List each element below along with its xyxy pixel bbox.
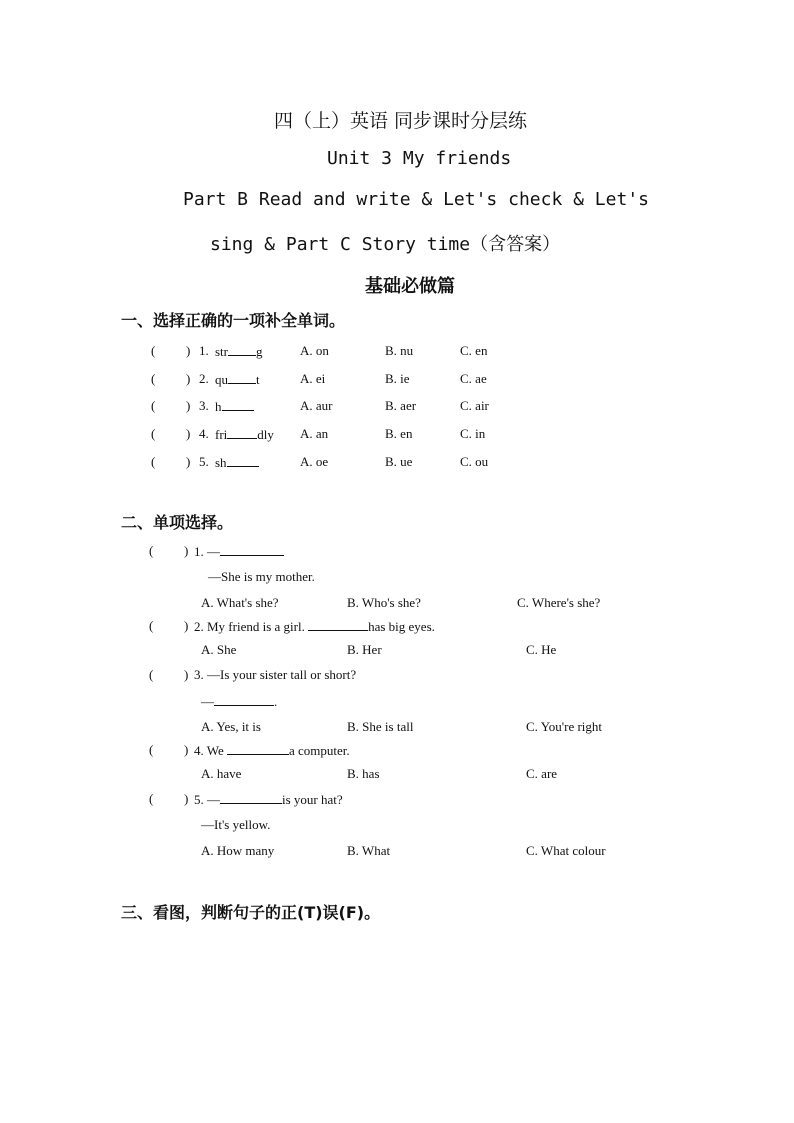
word-blank[interactable] <box>222 398 254 411</box>
reply-text: —It's yellow. <box>201 817 271 832</box>
option-c: C. are <box>526 766 558 781</box>
option-a: A. have <box>201 766 242 781</box>
option-c: C. Where's she? <box>517 595 601 610</box>
option-c: C. ou <box>460 454 489 469</box>
question-text: 1. — <box>194 543 284 560</box>
option-b: B. She is tall <box>347 719 414 734</box>
section1-heading: 一、选择正确的一项补全单词。 <box>121 311 346 330</box>
word-item-word: str g <box>215 344 263 359</box>
option-b: B. Her <box>347 642 382 657</box>
option-a: A. an <box>300 426 329 441</box>
option-a: A. What's she? <box>201 595 279 610</box>
answer-paren-open: ( <box>149 667 154 682</box>
question-text: 5. — is your hat? <box>194 792 343 807</box>
option-b: B. ie <box>385 371 410 386</box>
word-item-num: 4. <box>199 426 209 441</box>
reply-text: — . <box>201 694 278 709</box>
option-c: C. in <box>460 426 486 441</box>
answer-paren-open: ( <box>151 398 156 413</box>
level-title: 基础必做篇 <box>365 276 455 297</box>
answer-paren-close: ) <box>184 791 189 806</box>
word-blank[interactable] <box>227 426 257 439</box>
option-a: A. on <box>300 343 329 358</box>
question-text: 2. My friend is a girl. has big eyes. <box>194 619 435 634</box>
answer-paren-open: ( <box>149 543 154 558</box>
answer-paren-open: ( <box>151 371 156 386</box>
option-b: B. aer <box>385 398 417 413</box>
option-c: C. He <box>526 642 557 657</box>
question-text: 3. —Is your sister tall or short? <box>194 667 357 682</box>
option-b: B. en <box>385 426 413 441</box>
word-item-num: 5. <box>199 454 209 469</box>
option-a: A. She <box>201 642 237 657</box>
option-b: B. What <box>347 843 391 858</box>
word-item-num: 3. <box>199 398 209 413</box>
answer-paren-open: ( <box>149 791 154 806</box>
answer-blank[interactable] <box>308 618 368 631</box>
answer-paren-open: ( <box>151 426 156 441</box>
option-a: A. oe <box>300 454 329 469</box>
answer-paren-close: ) <box>186 343 191 358</box>
answer-paren-close: ) <box>186 454 191 469</box>
part-title-line2 <box>210 230 560 256</box>
option-a: A. ei <box>300 371 326 386</box>
word-item-word: h <box>215 398 254 415</box>
unit-title: Unit 3 My friends <box>327 148 512 169</box>
reply-text: —She is my mother. <box>208 569 315 584</box>
answer-paren-close: ) <box>184 742 189 757</box>
option-b: B. ue <box>385 454 413 469</box>
word-item-num: 1. <box>199 343 209 358</box>
word-blank[interactable] <box>228 371 256 384</box>
word-blank[interactable] <box>227 454 259 467</box>
answer-blank[interactable] <box>227 742 289 755</box>
word-item-word: qu t <box>215 372 260 387</box>
option-b: B. Who's she? <box>347 595 421 610</box>
answer-paren-close: ) <box>184 618 189 633</box>
option-b: B. has <box>347 766 380 781</box>
word-blank[interactable] <box>228 343 256 356</box>
answer-paren-close: ) <box>186 426 191 441</box>
answer-paren-open: ( <box>149 618 154 633</box>
answer-paren-close: ) <box>184 667 189 682</box>
word-item-word: fri dly <box>215 427 274 442</box>
option-c: C. What colour <box>526 843 606 858</box>
answer-blank[interactable] <box>220 791 282 804</box>
option-c: C. ae <box>460 371 487 386</box>
option-c: C. air <box>460 398 489 413</box>
worksheet-title: 四（上）英语 同步课时分层练 <box>274 110 528 132</box>
answer-paren-close: ) <box>186 398 191 413</box>
part-title-line1: Part B Read and write & Let's check & Let's <box>183 189 649 210</box>
answers-included-note: （含答案） <box>470 234 561 255</box>
option-a: A. aur <box>300 398 333 413</box>
answer-paren-open: ( <box>149 742 154 757</box>
option-c: C. You're right <box>526 719 603 734</box>
option-a: A. Yes, it is <box>201 719 261 734</box>
section2-heading: 二、单项选择。 <box>121 513 234 532</box>
option-b: B. nu <box>385 343 414 358</box>
word-item-num: 2. <box>199 371 209 386</box>
answer-paren-open: ( <box>151 454 156 469</box>
option-a: A. How many <box>201 843 275 858</box>
answer-paren-close: ) <box>184 543 189 558</box>
answer-blank[interactable] <box>214 693 274 706</box>
answer-paren-open: ( <box>151 343 156 358</box>
section3-heading: 三、看图，判断句子的正(T)误(F)。 <box>121 903 381 922</box>
answer-blank[interactable] <box>220 543 284 556</box>
option-c: C. en <box>460 343 488 358</box>
question-text: 4. We a computer. <box>194 743 350 758</box>
word-item-word: sh <box>215 454 259 471</box>
part-title-line2-text: sing & Part C Story time <box>210 234 471 255</box>
answer-paren-close: ) <box>186 371 191 386</box>
